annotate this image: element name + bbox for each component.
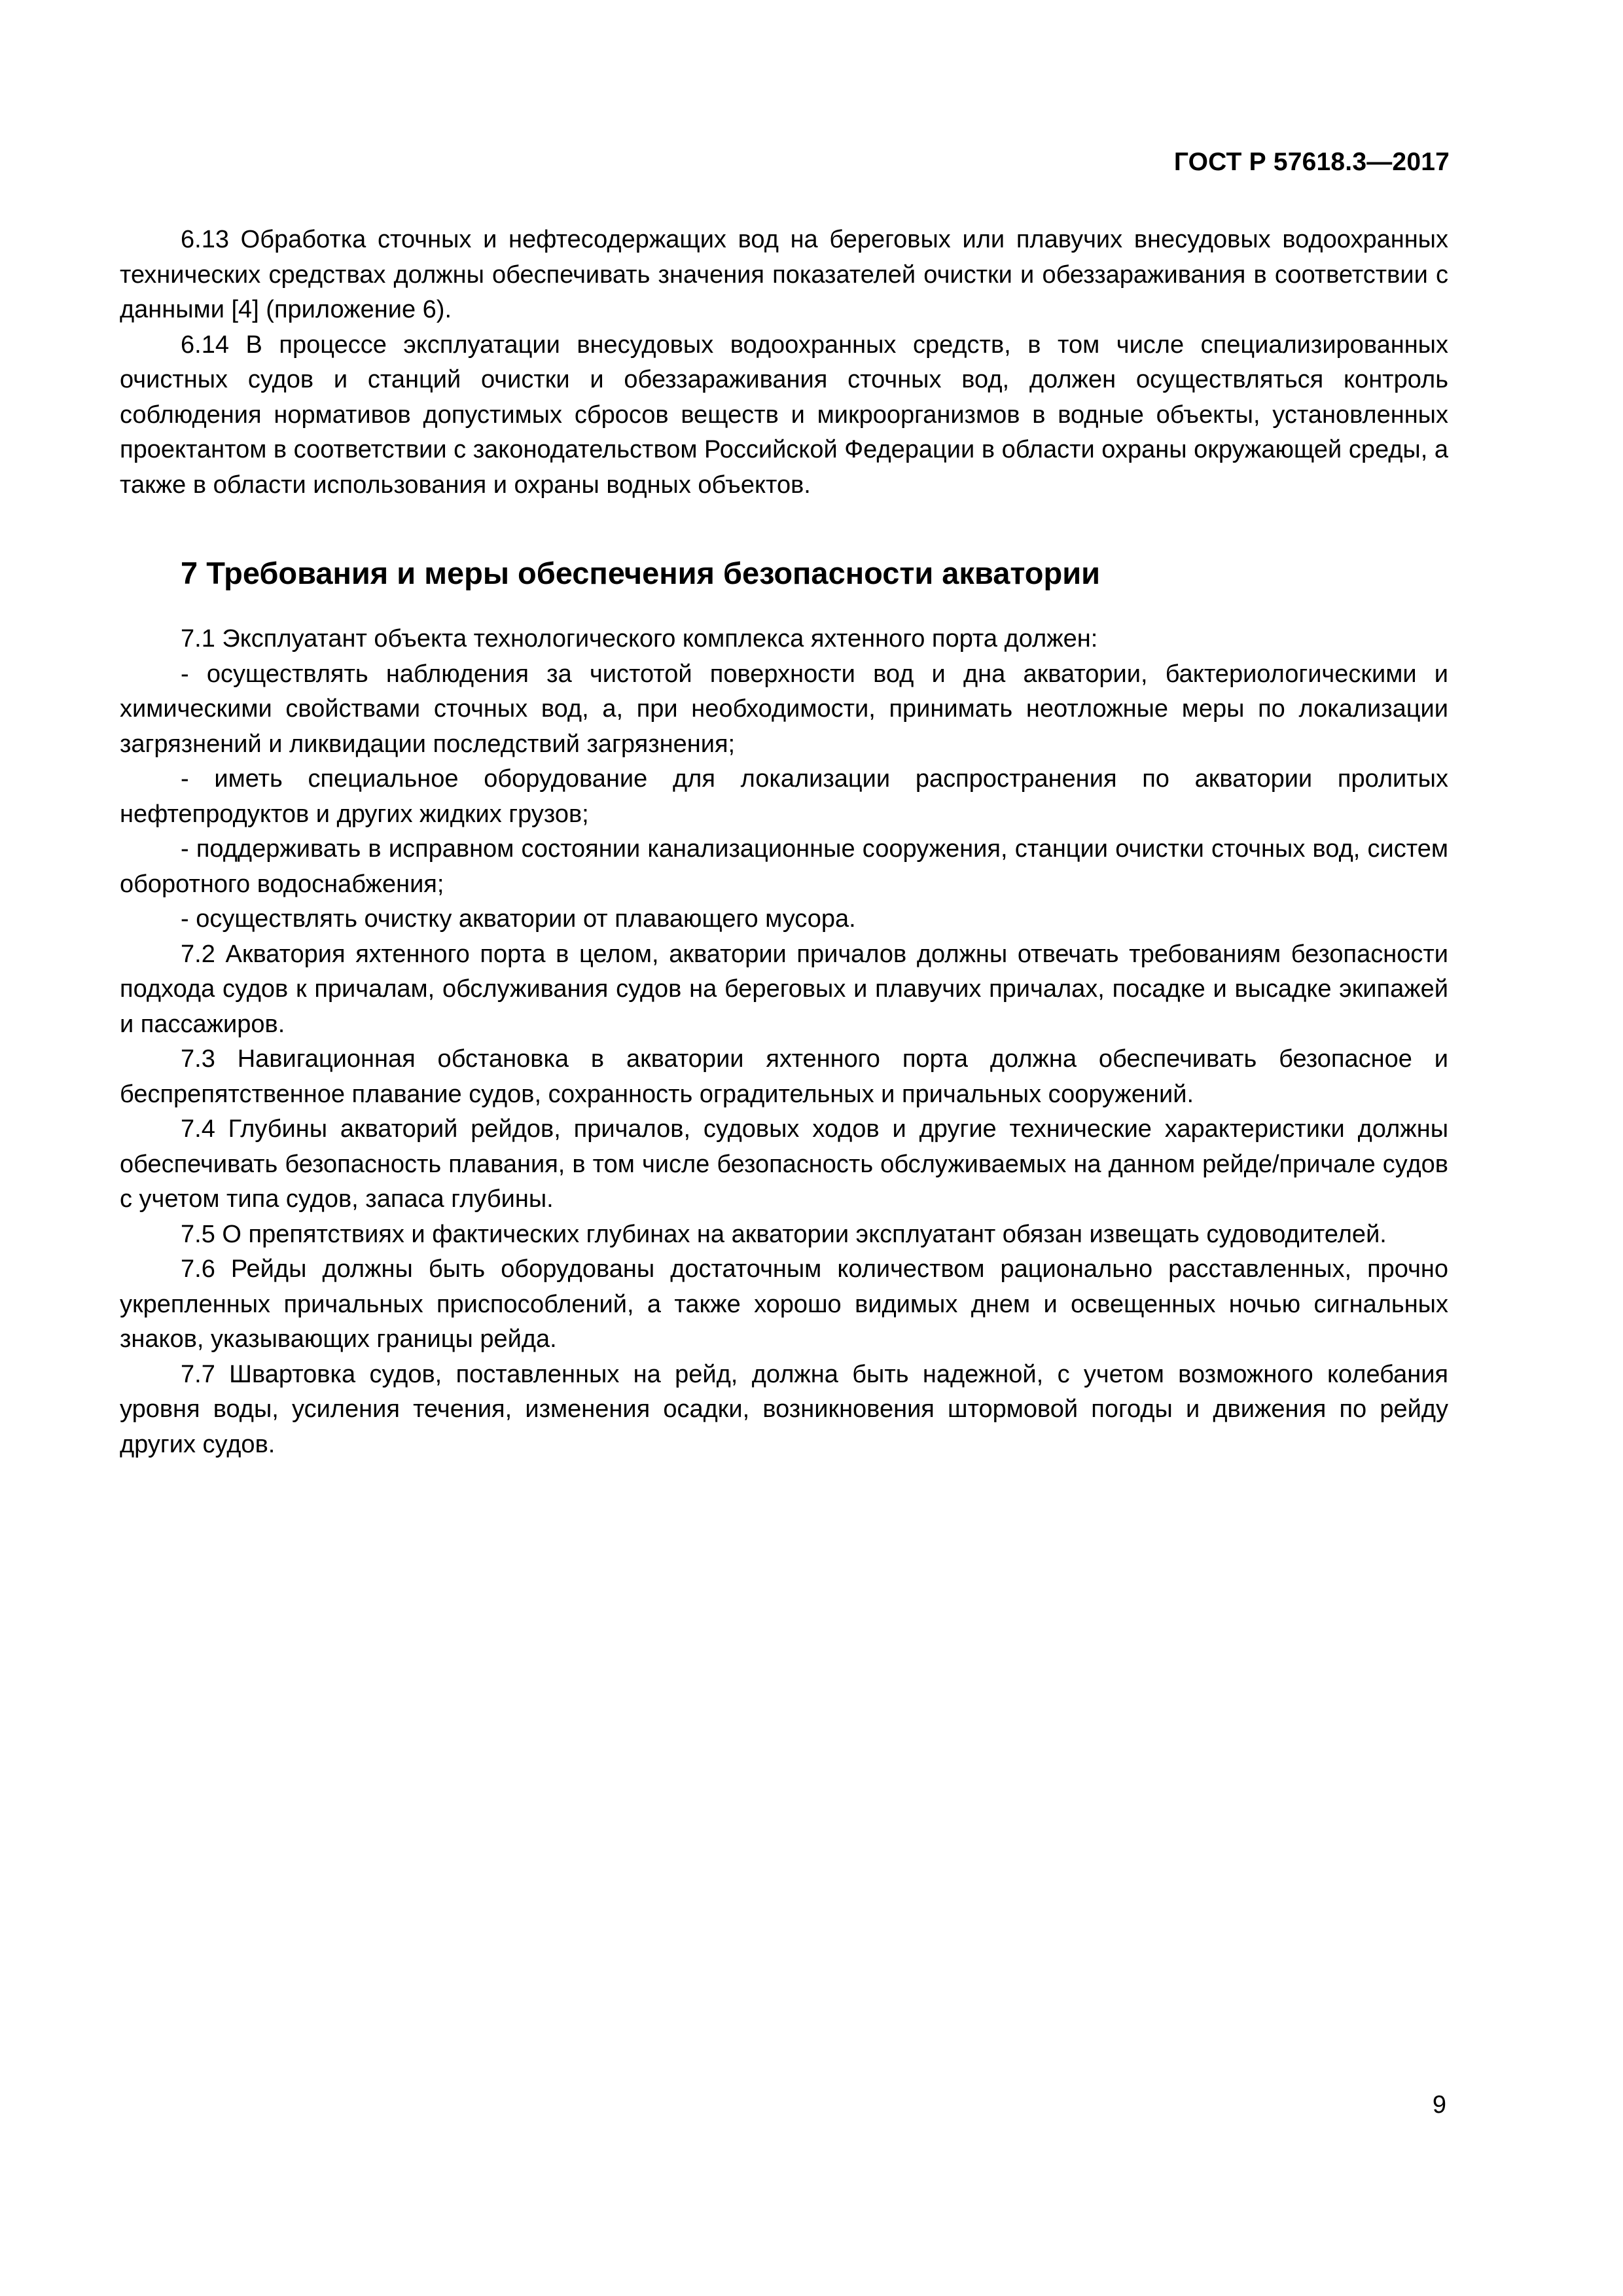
list-item-7-1-a: - осуществлять наблюдения за чистотой поверхности вод и дна акватории, бактериологическими и химическими свойствами сточных вод, а, при необходимости, принимать неотложные меры по локализации загрязнений и ликвидации последствий загрязнения; (120, 660, 1448, 758)
section-7-heading: 7 Требования и меры обеспечения безопасности акватории (181, 556, 1100, 590)
list-item-7-1-b: - иметь специальное оборудование для локализации распространения по акватории пролитых нефтепродуктов и других жидких грузов; (120, 765, 1448, 828)
list-item-7-1-c: - поддерживать в исправном состоянии канализационные сооружения, станции очистки сточных вод, систем оборотного водоснабжения; (120, 835, 1448, 898)
paragraph-7-5: 7.5 О препятствиях и фактических глубинах на акватории эксплуатант обязан извещать судоводителей. (181, 1220, 1387, 1248)
list-item-7-1-d: - осуществлять очистку акватории от плавающего мусора. (181, 905, 856, 933)
paragraph-6-13: 6.13 Обработка сточных и нефтесодержащих вод на береговых или плавучих внесудовых водоохранных технических средствах должны обеспечивать значения показателей очистки и обеззараживания в соответствии с данными [4] (приложение 6). (120, 226, 1448, 323)
paragraph-7-7: 7.7 Швартовка судов, поставленных на рейд, должна быть надежной, с учетом возможного колебания уровня воды, усиления течения, изменения осадки, возникновения штормовой погоды и движения по рейду других судов. (120, 1360, 1448, 1458)
paragraph-6-14: 6.14 В процессе эксплуатации внесудовых водоохранных средств, в том числе специализированных очистных судов и станций очистки и обеззараживания сточных вод, должен осуществляться контроль соблюдения нормативов допустимых сбросов веществ и микроорганизмов в водные объекты, установленных проектантом в соответствии с законодательством Российской Федерации в области охраны окружающей среды, а также в области использования и охраны водных объектов. (120, 331, 1448, 499)
paragraph-7-2: 7.2 Акватория яхтенного порта в целом, акватории причалов должны отвечать требованиям безопасности подхода судов к причалам, обслуживания судов на береговых и плавучих причалах, посадке и высадке экипажей и пассажиров. (120, 940, 1448, 1038)
paragraph-7-6: 7.6 Рейды должны быть оборудованы достаточным количеством рационально расставленных, прочно укрепленных причальных приспособлений, а также хорошо видимых днем и освещенных ночью сигнальных знаков, указывающих границы рейда. (120, 1255, 1448, 1353)
page-content (120, 223, 1448, 1462)
paragraph-7-3: 7.3 Навигационная обстановка в акватории яхтенного порта должна обеспечивать безопасное и беспрепятственное плавание судов, сохранность оградительных и причальных сооружений. (120, 1045, 1448, 1108)
document-code: ГОСТ Р 57618.3—2017 (1173, 148, 1450, 176)
paragraph-7-1: 7.1 Эксплуатант объекта технологического комплекса яхтенного порта должен: (181, 625, 1098, 653)
paragraph-7-4: 7.4 Глубины акваторий рейдов, причалов, судовых ходов и другие технические характеристики должны обеспечивать безопасность плавания, в том числе безопасность обслуживаемых на данном рейде/причале судов с учетом типа судов, запаса глубины. (120, 1115, 1448, 1213)
page-number: 9 (1432, 2091, 1446, 2119)
